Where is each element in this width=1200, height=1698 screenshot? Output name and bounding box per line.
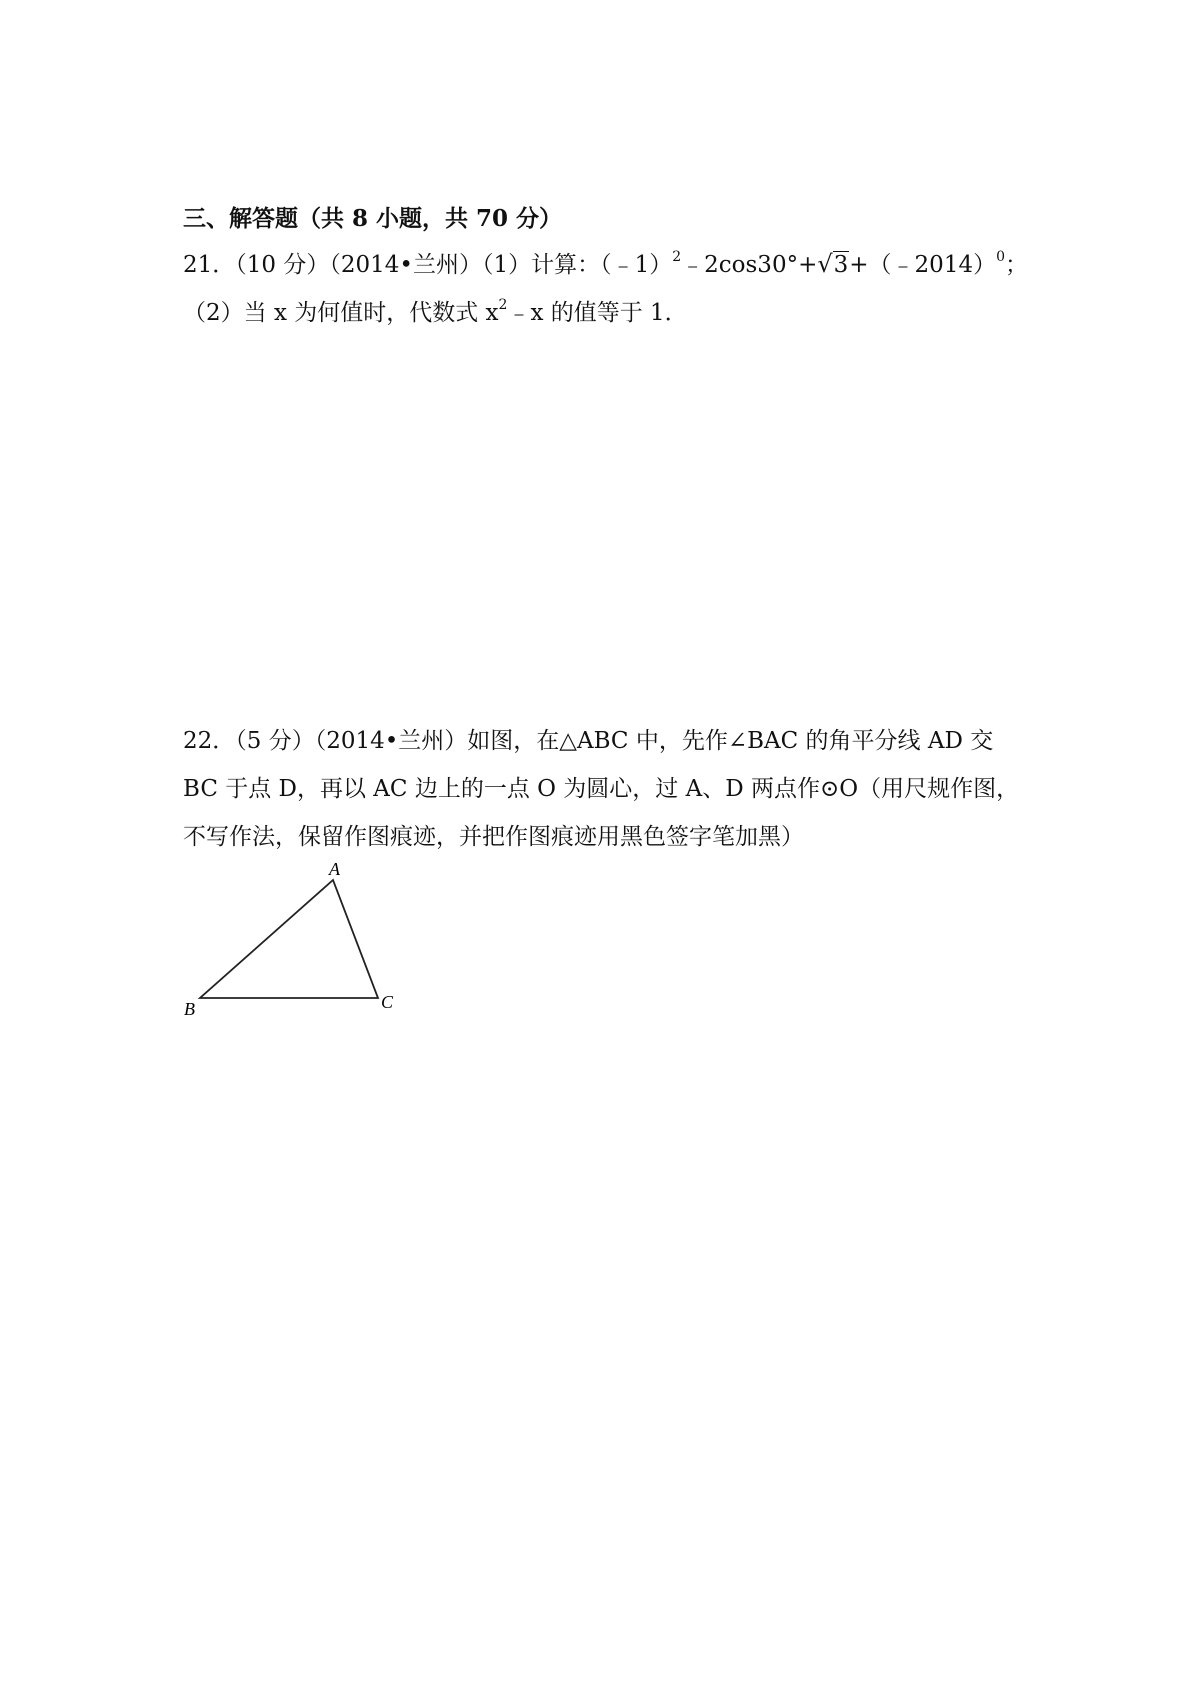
triangle-abc bbox=[200, 880, 378, 998]
radical-sign: √ bbox=[817, 250, 833, 278]
q21-prefix: 21．（10 分）（2014•兰州）（1）计算：（﹣1） bbox=[183, 252, 673, 278]
q21-part2-a: （2）当 x 为何值时，代数式 x bbox=[183, 300, 499, 326]
question-22-line-1: 22．（5 分）（2014•兰州）如图，在△ABC 中，先作∠BAC 的角平分线 AD 交 bbox=[183, 728, 994, 754]
vertex-label-c: C bbox=[381, 992, 394, 1012]
section-title: 三、解答题（共 8 小题，共 70 分） bbox=[183, 205, 563, 232]
question-22-line-3: 不写作法，保留作图痕迹，并把作图痕迹用黑色签字笔加黑） bbox=[183, 824, 804, 850]
question-21-line-1 bbox=[183, 249, 1028, 280]
vertex-label-b: B bbox=[184, 999, 195, 1018]
question-22-line-2: BC 于点 D，再以 AC 边上的一点 O 为圆心，过 A、D 两点作⊙O（用尺规作图， bbox=[183, 776, 1020, 802]
q21-exponent-1: 2 bbox=[672, 249, 682, 265]
radicand: 3 bbox=[833, 252, 849, 278]
vertex-label-a: A bbox=[329, 859, 340, 879]
q21-exponent-2: 0 bbox=[996, 249, 1006, 265]
q21-middle: ﹣2cos30°+ bbox=[681, 252, 818, 278]
triangle-figure bbox=[178, 858, 418, 1018]
square-root bbox=[817, 249, 849, 280]
question-21-line-2 bbox=[183, 298, 688, 328]
q21-end: ； bbox=[1005, 252, 1029, 278]
q21-part2-exponent: 2 bbox=[498, 297, 508, 313]
q21-after-root: +（﹣2014） bbox=[849, 252, 997, 278]
q21-part2-b: ﹣x 的值等于 1． bbox=[507, 300, 688, 326]
